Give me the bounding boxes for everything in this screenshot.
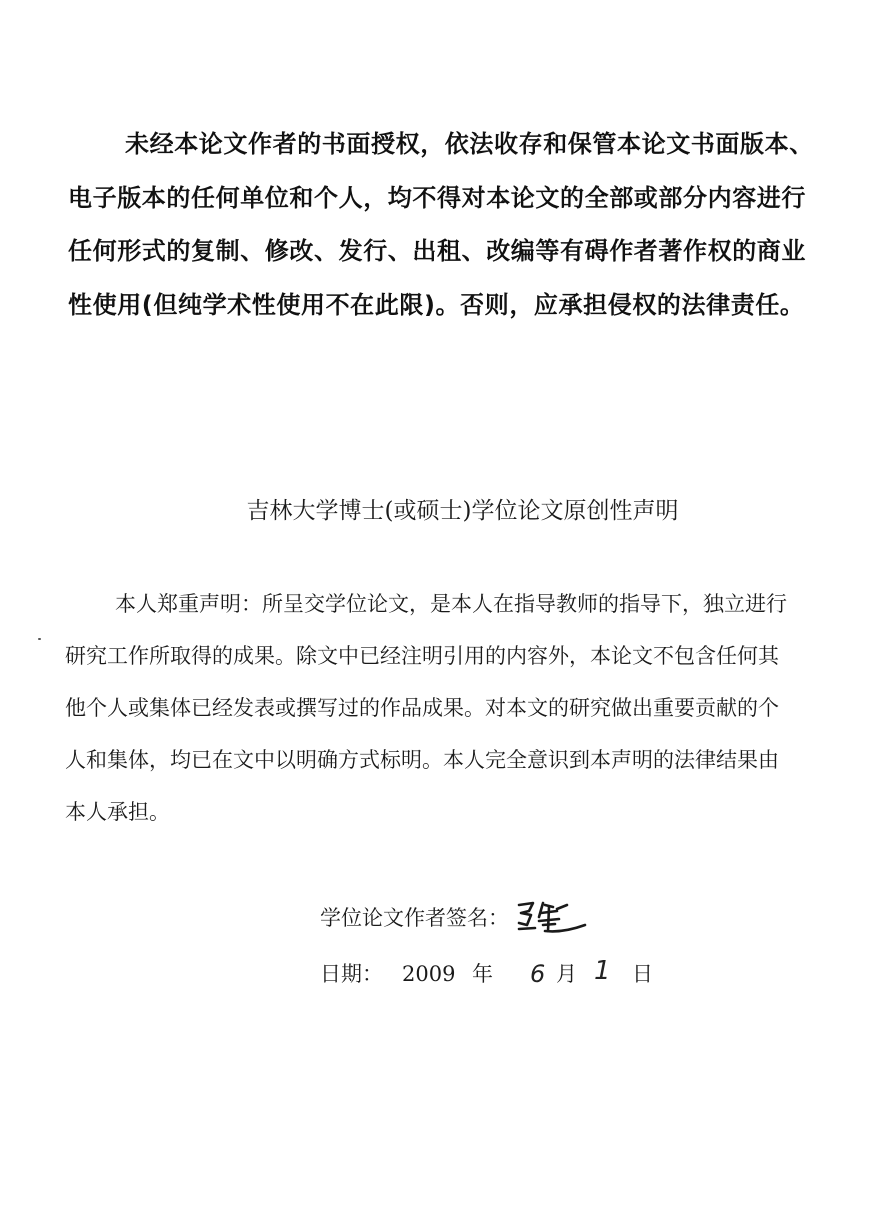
signature-label: 学位论文作者签名： <box>320 906 509 930</box>
signature-row <box>320 898 595 938</box>
date-month-unit: 月 <box>556 961 577 986</box>
scan-speck <box>38 638 41 640</box>
date-month: 6 <box>530 959 546 988</box>
date-year-unit: 年 <box>472 961 493 986</box>
declaration-body: 本人郑重声明：所呈交学位论文，是本人在指导教师的指导下，独立进行研究工作所取得的成果。除文中已经注明引用的内容外，本论文不包含任何其他个人或集体已经发表或撰写过的作品成果。对本文的研究做出重要贡献的个人和集体，均已在文中以明确方式标明。本人完全意识到本声明的法律结果由本人承担。 <box>65 592 787 824</box>
handwritten-signature <box>515 895 595 937</box>
date-label: 日期： <box>320 961 383 986</box>
date-row <box>320 952 662 992</box>
date-year: 2009 <box>402 961 456 986</box>
copyright-notice: 未经本论文作者的书面授权，依法收存和保管本论文书面版本、电子版本的任何单位和个人，均不得对本论文的全部或部分内容进行任何形式的复制、修改、发行、出租、改编等有碍作者著作权的商业性使用(但纯学术性使用不在此限)。否则，应承担侵权的法律责任。 <box>68 130 814 319</box>
declaration-title: 吉林大学博士(或硕士)学位论文原创性声明 <box>246 498 679 524</box>
date-day: 1 <box>594 955 611 986</box>
date-day-unit: 日 <box>632 961 653 986</box>
